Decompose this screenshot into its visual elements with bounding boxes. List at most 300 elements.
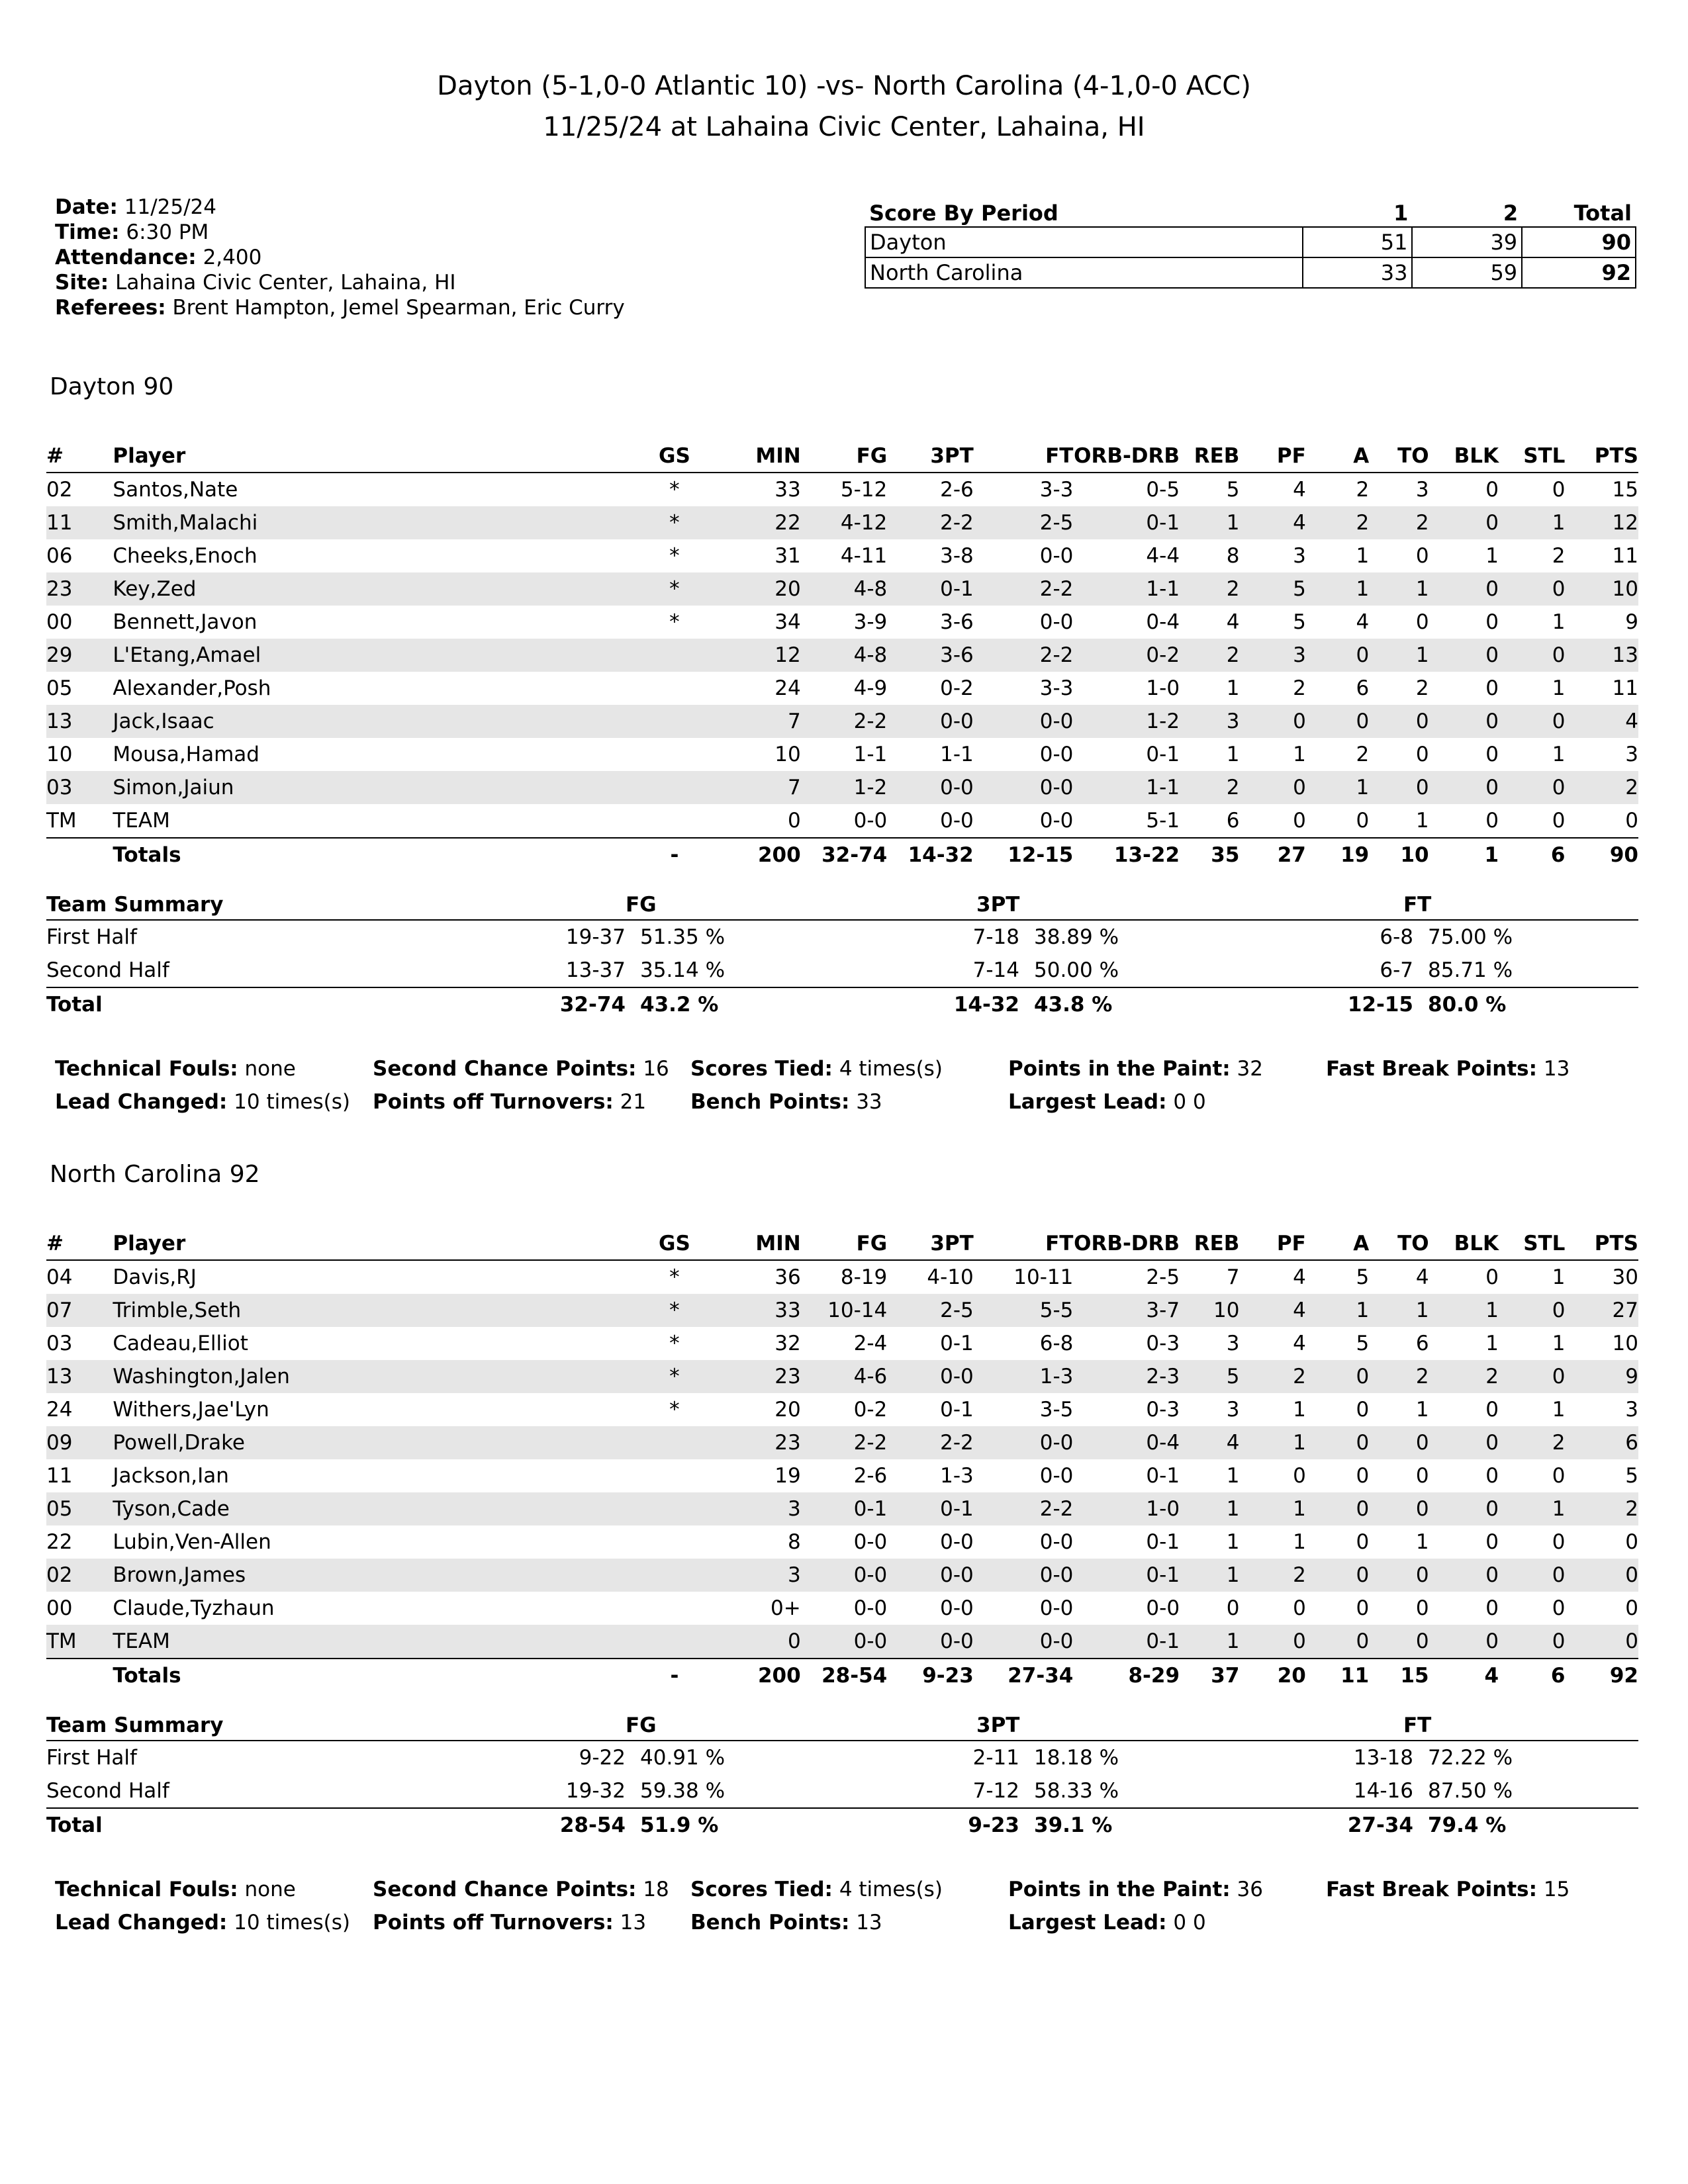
totals-cell: 14-32 (887, 838, 974, 872)
stat-cell: 1 (1552, 1398, 1566, 1422)
stat-cell: 1 (1415, 1530, 1429, 1554)
stat-cell: 0 (1369, 1625, 1429, 1659)
column-header: TO (1369, 1228, 1429, 1260)
stat-cell: 0 (1369, 771, 1429, 804)
summary-fg-pct: 51.35 % (640, 925, 726, 949)
stat-cell: 0-0 (1039, 1464, 1074, 1488)
stat-cell: * (632, 572, 718, 606)
stat-cell: 0 (1552, 1530, 1566, 1554)
stat-cell: TM (46, 809, 77, 833)
stat-cell: 0 (1226, 1596, 1240, 1620)
stat-cell: 0 (1485, 809, 1499, 833)
technical-fouls-value: none (244, 1878, 296, 1901)
points-off-turnovers-label: Points off Turnovers: (373, 1911, 614, 1934)
summary-fg-pct: 35.14 % (640, 958, 726, 982)
box-score-header (46, 1228, 1638, 1260)
summary-3pt: 14-32 (930, 987, 1019, 1021)
stat-cell: 4 (1239, 506, 1305, 539)
player-row (46, 1525, 1638, 1559)
stat-cell: 0-0 (887, 1559, 974, 1592)
score-period-1: 51 (1303, 227, 1413, 257)
score-by-period-table (865, 200, 1636, 289)
misc-stats (55, 1873, 1644, 1939)
column-header: MIN (718, 440, 801, 473)
spacer (1135, 1741, 1324, 1774)
stat-cell: 1 (1552, 676, 1566, 700)
points-off-turnovers-value: 21 (620, 1090, 647, 1114)
stat-cell (632, 1625, 718, 1659)
attendance-row (55, 245, 625, 270)
stat-cell: 1 (1226, 743, 1240, 766)
stat-cell: 0-0 (940, 1596, 974, 1620)
summary-header-3pt: 3PT (930, 890, 1324, 920)
stat-cell: * (632, 1294, 718, 1327)
stat-cell: 0-1 (1146, 743, 1180, 766)
stat-cell: 0 (1485, 1398, 1499, 1422)
summary-ft-pct: 72.22 % (1428, 1746, 1513, 1770)
summary-fg: 32-74 (536, 987, 626, 1021)
spacer (741, 1808, 930, 1842)
player-row (46, 1459, 1638, 1492)
score-team-name: Dayton (865, 227, 1303, 257)
score-by-period-header (865, 200, 1636, 227)
stat-cell: 05 (46, 1492, 113, 1525)
stat-cell: 0 (1499, 771, 1565, 804)
stat-cell: 1-3 (940, 1464, 974, 1488)
stat-cell: 0 (1369, 705, 1429, 738)
stat-cell: 3 (1293, 544, 1306, 568)
team-summary-header (46, 890, 1638, 920)
bench-points (690, 1906, 882, 1939)
period-1-header: 1 (1303, 200, 1413, 227)
stat-cell: 32 (774, 1332, 801, 1355)
stat-cell: Jack,Isaac (113, 705, 631, 738)
largest-lead-label: Largest Lead: (1008, 1090, 1167, 1114)
stat-cell: 20 (718, 572, 801, 606)
points-in-paint-value: 36 (1237, 1878, 1263, 1901)
summary-header-ft: FT (1324, 890, 1638, 920)
stat-cell: 0 (1429, 771, 1499, 804)
totals-cell: 6 (1499, 1659, 1565, 1692)
summary-3pt-pct: 50.00 % (1034, 958, 1119, 982)
spacer (1529, 1741, 1638, 1774)
stat-cell: 3 (1180, 705, 1239, 738)
stat-cell: 1 (1552, 610, 1566, 634)
stat-cell: 1 (1369, 1294, 1429, 1327)
summary-header-fg: FG (536, 890, 930, 920)
summary-row (46, 954, 1638, 987)
stat-cell: * (669, 610, 680, 634)
stat-cell: 2-5 (887, 1294, 974, 1327)
summary-fg-pct: 59.38 % (640, 1779, 726, 1803)
box-score-header (46, 440, 1638, 473)
misc-row (55, 1906, 1644, 1939)
stat-cell: 1-1 (1073, 771, 1180, 804)
stat-cell: 2-2 (801, 705, 888, 738)
stat-cell (632, 705, 718, 738)
summary-row (46, 1774, 1638, 1808)
stat-cell: 0 (1429, 572, 1499, 606)
totals-cell: 27-34 (974, 1659, 1074, 1692)
referees-row (55, 295, 625, 320)
stat-cell: 2 (1180, 572, 1239, 606)
totals-cell: 28-54 (801, 1659, 888, 1692)
stat-cell: 0 (1485, 1596, 1499, 1620)
stat-cell: 0 (1356, 1530, 1370, 1554)
totals-cell: 19 (1306, 838, 1369, 872)
stat-cell: 0-1 (1073, 506, 1180, 539)
stat-cell: 2 (1429, 1360, 1499, 1393)
stat-cell: 6-8 (1039, 1332, 1074, 1355)
stat-cell: 11 (46, 506, 113, 539)
column-header: PF (1239, 440, 1305, 473)
stat-cell: 4-12 (801, 506, 888, 539)
stat-cell: 2 (1356, 743, 1370, 766)
stat-cell: 2-6 (940, 478, 974, 502)
lead-changed-label: Lead Changed: (55, 1090, 228, 1114)
stat-cell: 4-9 (853, 676, 888, 700)
player-row (46, 1393, 1638, 1426)
stat-cell: 0 (1369, 1492, 1429, 1525)
totals-cell: 32-74 (801, 838, 888, 872)
spacer (741, 920, 930, 954)
stat-cell: 0 (1625, 1596, 1638, 1620)
summary-3pt: 7-14 (972, 958, 1019, 982)
stat-cell: 9 (1565, 1360, 1638, 1393)
column-header: BLK (1429, 440, 1499, 473)
stat-cell: 0-0 (887, 1625, 974, 1659)
totals-cell: 15 (1369, 1659, 1429, 1692)
stat-cell (632, 804, 718, 838)
stat-cell: 2-5 (1146, 1265, 1180, 1289)
stat-cell: 3-3 (1039, 478, 1074, 502)
column-header: GS (632, 440, 718, 473)
stat-cell: 2-2 (801, 1426, 888, 1459)
summary-ft-pct: 85.71 % (1428, 958, 1513, 982)
stat-cell: Cadeau,Elliot (113, 1332, 248, 1355)
stat-cell: 31 (774, 544, 801, 568)
misc-row (55, 1873, 1644, 1906)
stat-cell: 0+ (771, 1596, 801, 1620)
stat-cell: 0-0 (974, 705, 1074, 738)
score-period-2: 59 (1412, 257, 1522, 288)
lead-changed-value: 10 times(s) (234, 1911, 350, 1934)
stat-cell: 0-3 (1146, 1332, 1180, 1355)
summary-row (46, 987, 1638, 1021)
stat-cell (632, 1426, 718, 1459)
stat-cell: 02 (46, 1559, 113, 1592)
stat-cell: 1 (1369, 572, 1429, 606)
stat-cell: 3 (718, 1492, 801, 1525)
stat-cell: 0 (1415, 743, 1429, 766)
stat-cell: 8 (787, 1530, 801, 1554)
stat-cell: 2 (1565, 1492, 1638, 1525)
stat-cell: 24 (774, 676, 801, 700)
team-summary-header (46, 1711, 1638, 1741)
stat-cell: 4-8 (801, 572, 888, 606)
stat-cell: Brown,James (113, 1559, 631, 1592)
stat-cell: 0 (1239, 771, 1305, 804)
stat-cell: 0-0 (974, 1426, 1074, 1459)
summary-ft-pct: 75.00 % (1428, 925, 1513, 949)
stat-cell: 4 (1356, 610, 1370, 634)
column-header: FT (974, 440, 1074, 473)
stat-cell: 0-4 (1073, 1426, 1180, 1459)
stat-cell: * (632, 506, 718, 539)
technical-fouls (55, 1052, 296, 1085)
stat-cell: 2 (1565, 771, 1638, 804)
stat-cell: 0 (1625, 1530, 1638, 1554)
stat-cell (632, 672, 718, 705)
stat-cell: 0-0 (887, 1360, 974, 1393)
summary-ft: 6-7 (1380, 958, 1413, 982)
stat-cell: 24 (46, 1398, 73, 1422)
second-chance-points-label: Second Chance Points: (373, 1057, 637, 1081)
totals-cell: Totals (113, 1659, 631, 1692)
bench-points-value: 13 (856, 1911, 882, 1934)
stat-cell: 00 (46, 610, 73, 634)
box-score-table (46, 440, 1638, 872)
stat-cell: 0-0 (1039, 1530, 1074, 1554)
stat-cell: 1 (1293, 1530, 1306, 1554)
stat-cell: 4 (1226, 610, 1240, 634)
column-header: FT (974, 1228, 1074, 1260)
stat-cell: 1 (1293, 1398, 1306, 1422)
stat-cell: 3 (1625, 743, 1638, 766)
largest-lead-value: 0 0 (1173, 1911, 1206, 1934)
stat-cell: 5-12 (840, 478, 888, 502)
stat-cell: 0 (1429, 506, 1499, 539)
stat-cell: 2-2 (887, 1426, 974, 1459)
scores-tied-value: 4 times(s) (839, 1878, 943, 1901)
player-row (46, 1327, 1638, 1360)
stat-cell: 0 (1306, 639, 1369, 672)
fast-break-points-label: Fast Break Points: (1326, 1057, 1537, 1081)
stat-cell: 0 (1429, 639, 1499, 672)
summary-label: First Half (46, 1746, 137, 1770)
stat-cell: 10-11 (1013, 1265, 1074, 1289)
stat-cell: Mousa,Hamad (113, 743, 259, 766)
stat-cell (632, 1492, 718, 1525)
scores-tied-label: Scores Tied: (690, 1878, 833, 1901)
stat-cell: 6 (1226, 809, 1240, 833)
stat-cell: 0-0 (801, 1559, 888, 1592)
stat-cell: 3 (1415, 478, 1429, 502)
stat-cell: 2 (1293, 676, 1306, 700)
stat-cell: 27 (1565, 1294, 1638, 1327)
stat-cell: 0-0 (1039, 544, 1074, 568)
stat-cell: 1-2 (1073, 705, 1180, 738)
stat-cell: TM (46, 1625, 113, 1659)
player-row (46, 705, 1638, 738)
fast-break-points (1326, 1052, 1570, 1085)
totals-cell: 8-29 (1073, 1659, 1180, 1692)
stat-cell: 2-4 (853, 1332, 888, 1355)
technical-fouls (55, 1873, 296, 1906)
column-header: PTS (1565, 440, 1638, 473)
totals-cell: 6 (1499, 838, 1565, 872)
site-value: Lahaina Civic Center, Lahaina, HI (115, 271, 456, 295)
stat-cell: 10-14 (801, 1294, 888, 1327)
technical-fouls-label: Technical Fouls: (55, 1057, 238, 1081)
stat-cell: 0-3 (1146, 1398, 1180, 1422)
stat-cell: 06 (46, 544, 73, 568)
second-chance-points (373, 1052, 669, 1085)
stat-cell: 0-1 (1073, 1625, 1180, 1659)
stat-cell: 4 (1415, 1265, 1429, 1289)
stat-cell: 0 (1306, 1360, 1369, 1393)
player-row (46, 1559, 1638, 1592)
stat-cell: 1-1 (1073, 572, 1180, 606)
summary-fg: 9-22 (579, 1746, 626, 1770)
stat-cell: 0 (1485, 1464, 1499, 1488)
stat-cell: 1 (1499, 1492, 1565, 1525)
spacer (741, 1774, 930, 1808)
stat-cell (632, 771, 718, 804)
stat-cell: 0 (1293, 1464, 1306, 1488)
stat-cell: 0 (1499, 639, 1565, 672)
referees-label: Referees: (55, 296, 166, 320)
player-row (46, 804, 1638, 838)
stat-cell: 0-0 (887, 705, 974, 738)
summary-3pt-pct: 18.18 % (1034, 1746, 1119, 1770)
technical-fouls-label: Technical Fouls: (55, 1878, 238, 1901)
stat-cell: Lubin,Ven-Allen (113, 1530, 271, 1554)
stat-cell: 4-10 (927, 1265, 974, 1289)
stat-cell: 0 (1499, 572, 1565, 606)
score-total: 90 (1522, 227, 1636, 257)
stat-cell: 1-1 (853, 743, 888, 766)
summary-3pt: 2-11 (972, 1746, 1019, 1770)
stat-cell: 34 (774, 610, 801, 634)
stat-cell: 07 (46, 1294, 113, 1327)
summary-header-label: Team Summary (46, 890, 536, 920)
stat-cell: 3-3 (1039, 676, 1074, 700)
column-header: REB (1180, 1228, 1239, 1260)
totals-cell: 37 (1180, 1659, 1239, 1692)
points-in-paint-label: Points in the Paint: (1008, 1057, 1231, 1081)
summary-label: Second Half (46, 958, 169, 982)
stat-cell: 0-0 (801, 1625, 888, 1659)
stat-cell: 30 (1612, 1265, 1638, 1289)
stat-cell: 0-0 (1146, 1596, 1180, 1620)
column-header: Player (113, 1228, 631, 1260)
player-row (46, 738, 1638, 771)
stat-cell: 0-2 (940, 676, 974, 700)
scores-tied (690, 1052, 943, 1085)
stat-cell: 1 (1485, 544, 1499, 568)
stat-cell: 2 (1369, 506, 1429, 539)
column-header: FG (801, 440, 888, 473)
stat-cell: 13 (1565, 639, 1638, 672)
stat-cell: 23 (46, 572, 113, 606)
stat-cell: L'Etang,Amael (113, 639, 631, 672)
stat-cell: 1 (1552, 743, 1566, 766)
summary-ft: 27-34 (1324, 1808, 1413, 1842)
summary-ft: 13-18 (1353, 1746, 1413, 1770)
totals-cell: Totals (113, 838, 631, 872)
stat-cell: 36 (774, 1265, 801, 1289)
spacer (1135, 920, 1324, 954)
stat-cell: 5 (1356, 1265, 1370, 1289)
stat-cell: 2 (1306, 506, 1369, 539)
stat-cell: 8 (1226, 544, 1240, 568)
stat-cell: 1 (1180, 506, 1239, 539)
stat-cell: 0-4 (1146, 610, 1180, 634)
stat-cell: 2 (1239, 1360, 1305, 1393)
stat-cell: 7 (1226, 1265, 1240, 1289)
stat-cell: 0-2 (853, 1398, 888, 1422)
stat-cell: 0 (1356, 1596, 1370, 1620)
largest-lead-value: 0 0 (1173, 1090, 1206, 1114)
stat-cell: 2-2 (974, 639, 1074, 672)
stat-cell: 0 (1369, 1426, 1429, 1459)
time-value: 6:30 PM (126, 220, 209, 244)
stat-cell: 0 (1369, 1559, 1429, 1592)
time-row (55, 220, 625, 245)
stat-cell: 1-0 (1073, 1492, 1180, 1525)
stat-cell: 11 (46, 1464, 73, 1488)
stat-cell: 5 (1239, 572, 1305, 606)
stat-cell: 0-1 (801, 1492, 888, 1525)
stat-cell: 4 (1180, 1426, 1239, 1459)
summary-ft: 14-16 (1353, 1779, 1413, 1803)
player-row (46, 771, 1638, 804)
points-off-turnovers (373, 1906, 646, 1939)
player-row (46, 572, 1638, 606)
summary-label: Total (46, 1808, 536, 1842)
stat-cell: 2-2 (887, 506, 974, 539)
stat-cell: 2-2 (974, 572, 1074, 606)
summary-row (46, 1808, 1638, 1842)
summary-3pt-pct: 38.89 % (1034, 925, 1119, 949)
stat-cell: 10 (774, 743, 801, 766)
stat-cell: 2 (1369, 1360, 1429, 1393)
score-team-name: North Carolina (865, 257, 1303, 288)
totals-cell: 4 (1429, 1659, 1499, 1692)
total-header: Total (1522, 200, 1636, 227)
stat-cell: 4-8 (801, 639, 888, 672)
summary-3pt: 7-18 (972, 925, 1019, 949)
stat-cell (632, 1459, 718, 1492)
stat-cell: 0 (1499, 1360, 1565, 1393)
summary-header-label: Team Summary (46, 1711, 536, 1741)
scores-tied-label: Scores Tied: (690, 1057, 833, 1081)
bench-points (690, 1085, 882, 1118)
score-row-dayton (865, 227, 1636, 257)
totals-cell: 12-15 (974, 838, 1074, 872)
summary-3pt: 7-12 (972, 1779, 1019, 1803)
column-header: TO (1369, 440, 1429, 473)
game-title: Dayton (5-1,0-0 Atlantic 10) -vs- North Carolina (4-1,0-0 ACC) (437, 71, 1251, 101)
stat-cell: 2 (1239, 1559, 1305, 1592)
totals-cell: 13-22 (1073, 838, 1180, 872)
stat-cell: 0 (1565, 1559, 1638, 1592)
referees-value: Brent Hampton, Jemel Spearman, Eric Curry (172, 296, 625, 320)
game-info (55, 195, 625, 320)
points-off-turnovers (373, 1085, 646, 1118)
stat-cell (632, 738, 718, 771)
stat-cell: 33 (774, 478, 801, 502)
player-row (46, 506, 1638, 539)
stat-cell: 5 (1625, 1464, 1638, 1488)
score-period-2: 39 (1412, 227, 1522, 257)
site-label: Site: (55, 271, 109, 295)
stat-cell: 0 (1239, 705, 1305, 738)
column-header: ORB-DRB (1073, 440, 1180, 473)
totals-cell: 10 (1369, 838, 1429, 872)
stat-cell: 5 (1180, 1360, 1239, 1393)
